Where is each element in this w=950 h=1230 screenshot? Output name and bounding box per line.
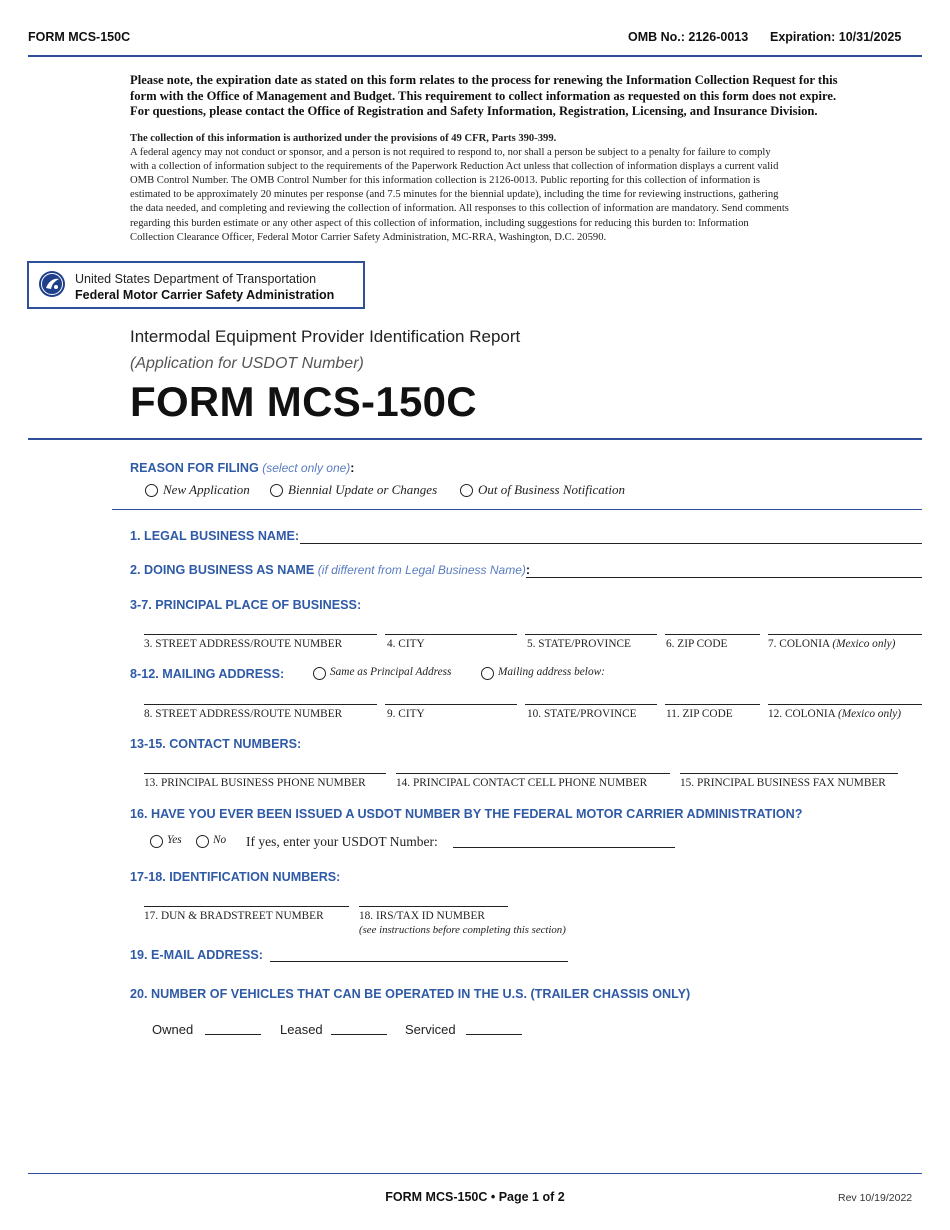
agency-administration: Federal Motor Carrier Safety Administration <box>75 288 335 302</box>
owned-field[interactable] <box>205 1034 261 1035</box>
footer-rule <box>28 1173 922 1174</box>
paperwork-notice <box>130 132 920 245</box>
fax-field[interactable] <box>680 773 898 774</box>
serviced-label: Serviced <box>405 1022 456 1037</box>
mailing-zip-field[interactable] <box>665 704 760 705</box>
dun-bradstreet-field[interactable] <box>144 906 349 907</box>
mailing-heading: 8-12. MAILING ADDRESS: <box>130 667 285 681</box>
report-title: Intermodal Equipment Provider Identification Report <box>130 327 521 346</box>
radio-label-mailing-below: Mailing address below: <box>498 666 605 678</box>
contact-heading: 13-15. CONTACT NUMBERS: <box>130 737 302 751</box>
mailing-state-field[interactable] <box>525 704 657 705</box>
paperwork-line: OMB Control Number. The OMB Control Number for this information collection is 2126-0013. Public reporting for this collection of information is <box>130 175 761 187</box>
notice-line: Please note, the expiration date as stated on this form relates to the process for renewing the Information Collection Request for this <box>130 73 838 87</box>
dot-seal-icon <box>38 270 66 298</box>
principal-state-label: 5. STATE/PROVINCE <box>527 638 631 650</box>
paperwork-line: with a collection of information subject to the requirements of the Paperwork Reduction Act unless that collection of information displays a current valid <box>130 161 779 173</box>
paperwork-line: A federal agency may not conduct or sponsor, and a person is not required to respond to, nor shall a person be subject to a penalty for failure to comply <box>130 147 771 159</box>
dba-label: 2. DOING BUSINESS AS NAME <box>130 563 315 577</box>
cell-phone-label: 14. PRINCIPAL CONTACT CELL PHONE NUMBER <box>396 777 648 789</box>
principal-state-field[interactable] <box>525 634 657 635</box>
mailing-city-label: 9. CITY <box>387 708 425 720</box>
principal-street-label: 3. STREET ADDRESS/ROUTE NUMBER <box>144 638 343 650</box>
mailing-city-field[interactable] <box>385 704 517 705</box>
radio-label-yes: Yes <box>167 834 182 846</box>
business-phone-field[interactable] <box>144 773 386 774</box>
title-rule <box>28 438 922 440</box>
radio-label-same-as-principal: Same as Principal Address <box>330 666 452 678</box>
usdot-number-field[interactable] <box>453 847 675 848</box>
principal-colonia-field[interactable] <box>768 634 922 635</box>
vehicles-heading: 20. NUMBER OF VEHICLES THAT CAN BE OPERATED IN THE U.S. (TRAILER CHASSIS ONLY) <box>130 987 691 1001</box>
reason-heading <box>130 461 355 475</box>
irs-tax-id-label: 18. IRS/TAX ID NUMBER <box>359 910 485 922</box>
paperwork-line: the data needed, and completing and reviewing the collection of information. All responses to this collection of information are mandatory. Send comments <box>130 203 789 215</box>
email-field[interactable] <box>270 961 568 962</box>
legal-name-field[interactable] <box>300 543 922 544</box>
ids-heading: 17-18. IDENTIFICATION NUMBERS: <box>130 870 341 884</box>
header-expiration: Expiration: 10/31/2025 <box>770 30 902 44</box>
dba-colon: : <box>525 563 531 577</box>
paperwork-line: Collection Clearance Officer, Federal Motor Carrier Safety Administration, MC-RRA, Washington, D.C. 20590. <box>130 231 607 243</box>
radio-label-out-of-business: Out of Business Notification <box>478 482 625 497</box>
radio-label-no: No <box>213 834 227 846</box>
mailing-street-label: 8. STREET ADDRESS/ROUTE NUMBER <box>144 708 343 720</box>
colonia-text: 12. COLONIA <box>768 708 836 720</box>
principal-city-label: 4. CITY <box>387 638 425 650</box>
reason-hint: (select only one) <box>262 461 351 475</box>
dun-bradstreet-label: 17. DUN & BRADSTREET NUMBER <box>144 910 324 922</box>
principal-street-field[interactable] <box>144 634 377 635</box>
principal-heading: 3-7. PRINCIPAL PLACE OF BUSINESS: <box>130 598 362 612</box>
reason-label: REASON FOR FILING <box>130 461 259 475</box>
email-label: 19. E-MAIL ADDRESS: <box>130 948 263 962</box>
radio-same-as-principal[interactable] <box>313 667 326 680</box>
agency-logo-box <box>27 261 365 309</box>
usdot-prompt: If yes, enter your USDOT Number: <box>246 834 438 849</box>
fax-label: 15. PRINCIPAL BUSINESS FAX NUMBER <box>680 777 886 789</box>
radio-label-new-application: New Application <box>163 482 250 497</box>
cell-phone-field[interactable] <box>396 773 670 774</box>
leased-label: Leased <box>280 1022 323 1037</box>
principal-colonia-label <box>768 638 895 650</box>
dba-field[interactable] <box>526 577 922 578</box>
mailing-zip-label: 11. ZIP CODE <box>666 708 733 720</box>
dba-heading <box>130 563 530 577</box>
authority-statement: The collection of this information is authorized under the provisions of 49 CFR, Parts 390-399. <box>130 133 557 144</box>
business-phone-label: 13. PRINCIPAL BUSINESS PHONE NUMBER <box>144 777 366 789</box>
radio-label-biennial-update: Biennial Update or Changes <box>288 482 438 497</box>
expiration-notice <box>130 73 920 120</box>
colonia-text: 7. COLONIA <box>768 638 830 650</box>
mexico-only-note: (Mexico only) <box>837 708 902 720</box>
header-form-id: FORM MCS-150C <box>28 30 131 44</box>
form-title: FORM MCS-150C <box>130 378 477 425</box>
paperwork-line: estimated to be approximately 20 minutes per response (and 7.5 minutes for the biennial update), including the time for reviewing instructions, gathering <box>130 189 779 201</box>
irs-tax-id-note: (see instructions before completing this section) <box>359 924 566 936</box>
footer-revision: Rev 10/19/2022 <box>838 1192 913 1204</box>
notice-line: form with the Office of Management and Budget. This requirement to collect information as requested on this form does not expire. <box>130 88 837 103</box>
owned-label: Owned <box>152 1022 194 1037</box>
radio-out-of-business[interactable] <box>460 484 473 497</box>
principal-zip-field[interactable] <box>665 634 760 635</box>
radio-mailing-below[interactable] <box>481 667 494 680</box>
principal-zip-label: 6. ZIP CODE <box>666 638 728 650</box>
radio-usdot-yes[interactable] <box>150 835 163 848</box>
footer-page-label: FORM MCS-150C • Page 1 of 2 <box>385 1190 565 1204</box>
principal-city-field[interactable] <box>385 634 517 635</box>
reason-colon: : <box>350 461 355 475</box>
agency-department: United States Department of Transportation <box>75 272 317 286</box>
paperwork-line: regarding this burden estimate or any other aspect of this collection of information, including suggestions for reducing this burden to: Information <box>130 217 749 229</box>
notice-line: For questions, please contact the Office of Registration and Safety Information, Registration, Licensing, and Insurance Division. <box>130 104 818 118</box>
mexico-only-note: (Mexico only) <box>832 638 896 650</box>
radio-new-application[interactable] <box>145 484 158 497</box>
mailing-colonia-label <box>768 708 901 720</box>
legal-name-label: 1. LEGAL BUSINESS NAME: <box>130 529 300 543</box>
leased-field[interactable] <box>331 1034 387 1035</box>
usdot-question: 16. HAVE YOU EVER BEEN ISSUED A USDOT NUMBER BY THE FEDERAL MOTOR CARRIER ADMINISTRATION? <box>130 807 803 821</box>
serviced-field[interactable] <box>466 1034 522 1035</box>
mailing-state-label: 10. STATE/PROVINCE <box>527 708 637 720</box>
report-subtitle: (Application for USDOT Number) <box>130 355 364 372</box>
radio-usdot-no[interactable] <box>196 835 209 848</box>
mailing-street-field[interactable] <box>144 704 377 705</box>
dba-hint: (if different from Legal Business Name) <box>317 563 526 577</box>
radio-biennial-update[interactable] <box>270 484 283 497</box>
reason-rule <box>112 509 922 510</box>
header-rule <box>28 55 922 57</box>
mailing-colonia-field[interactable] <box>768 704 922 705</box>
header-omb-number: OMB No.: 2126-0013 <box>628 30 749 44</box>
irs-tax-id-field[interactable] <box>359 906 508 907</box>
